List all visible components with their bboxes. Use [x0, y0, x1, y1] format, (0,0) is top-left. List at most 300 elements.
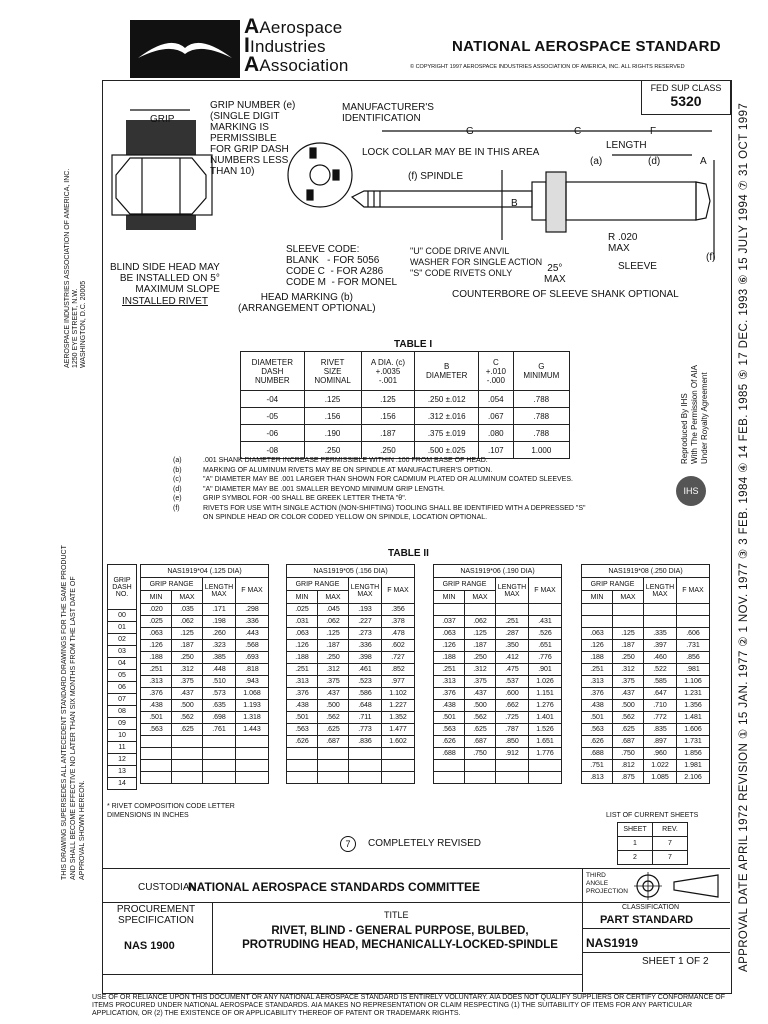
grip-dash-header: GRIP DASH NO.	[108, 565, 137, 610]
table2-cell: .273	[349, 628, 382, 640]
table2-cell: .625	[172, 724, 203, 736]
table2-cell: .187	[613, 640, 644, 652]
table2-cell: .376	[434, 688, 465, 700]
table1-header: A DIA. (c) +.0035 -.001	[361, 352, 415, 391]
classification-label: CLASSIFICATION	[622, 904, 680, 911]
table2-cell: 1.401	[529, 712, 562, 724]
table2-row	[141, 628, 269, 640]
fed-sup-class: FED SUP CLASS 5320	[641, 80, 731, 115]
table2-cell: 1.776	[529, 748, 562, 760]
table2-cell: 1.022	[644, 760, 677, 772]
table2-row	[287, 652, 415, 664]
spindle-label: (f) SPINDLE	[408, 171, 464, 182]
table2-cell: .198	[203, 616, 236, 628]
table2-row	[434, 604, 562, 616]
table2-cell	[349, 772, 382, 784]
title-block	[102, 868, 730, 992]
dim-f-label: F	[650, 126, 657, 137]
table2-cell: .025	[287, 604, 318, 616]
table2-cell: .250	[172, 652, 203, 664]
table2-cell	[613, 616, 644, 628]
table2-cell: .126	[141, 640, 172, 652]
table2-row	[582, 712, 710, 724]
length-max-header: LENGTH MAX	[349, 578, 382, 604]
table2-cell: .193	[349, 604, 382, 616]
grip-dash-number: 13	[108, 766, 137, 778]
table2-cell: .251	[496, 616, 529, 628]
note-line: (f) RIVETS FOR USE WITH SINGLE ACTION (NON-SHIFTING) TOOLING SHALL BE IDENTIFIED WITH A DEPRESSED "S"	[173, 504, 586, 512]
table2-row	[287, 628, 415, 640]
table2-cell	[203, 760, 236, 772]
table2-cell: .526	[529, 628, 562, 640]
table2-cell	[582, 616, 613, 628]
table2-footnote: * RIVET COMPOSITION CODE LETTER DIMENSIONS IN INCHES	[107, 803, 235, 819]
table2-row	[582, 748, 710, 760]
table2-caption: TABLE II	[388, 548, 429, 559]
table2-row	[434, 640, 562, 652]
length-label: LENGTH	[606, 140, 647, 151]
table2-cell: .501	[582, 712, 613, 724]
table2-row	[434, 748, 562, 760]
ihs-reproduction-note: Reproduced By IHS With The Permission Of AIA Under Royalty Agreement	[680, 365, 709, 464]
table2-cell: .251	[582, 664, 613, 676]
table2-cell	[318, 748, 349, 760]
table2-cell: .960	[644, 748, 677, 760]
table2-cell	[172, 772, 203, 784]
table2-cell: .438	[434, 700, 465, 712]
table2-cell: .397	[644, 640, 677, 652]
part-number: NAS1919	[586, 936, 639, 950]
table2-cell: .727	[382, 652, 415, 664]
table2-row	[434, 664, 562, 676]
table2-cell: .312	[465, 664, 496, 676]
table2-cell: .586	[349, 688, 382, 700]
table2-cell	[141, 736, 172, 748]
table2-cell: .901	[529, 664, 562, 676]
table2-cell: .500	[613, 700, 644, 712]
table2-cell	[382, 760, 415, 772]
sleeve-code-note: SLEEVE CODE: BLANK - FOR 5056 CODE C - FOR A286 CODE M - FOR MONEL	[286, 244, 398, 288]
table2-cell: .698	[203, 712, 236, 724]
table2-row	[141, 652, 269, 664]
table2-cell: .062	[318, 616, 349, 628]
table2-row	[434, 736, 562, 748]
table2-row	[287, 700, 415, 712]
table2-row	[141, 736, 269, 748]
table2-cell: .562	[465, 712, 496, 724]
table2-cell	[141, 748, 172, 760]
grip-dash-number: 06	[108, 682, 137, 694]
grip-dash-number: 03	[108, 646, 137, 658]
table2-row	[287, 640, 415, 652]
table2-cell: .063	[582, 628, 613, 640]
table2-cell: .037	[434, 616, 465, 628]
table2-cell: .625	[318, 724, 349, 736]
note-line: (a) .001 SHANK DIAMETER INCREASE PERMISSIBLE WITHIN .100 FROM BASE OF HEAD.	[173, 457, 488, 464]
table2-cell: .606	[677, 628, 710, 640]
table2-row	[582, 760, 710, 772]
procurement-value: NAS 1900	[124, 940, 175, 952]
grip-dash-number: 07	[108, 694, 137, 706]
table2-row	[582, 616, 710, 628]
table2-cell: .187	[172, 640, 203, 652]
table2-row	[582, 724, 710, 736]
table2-cell: .398	[349, 652, 382, 664]
table1-cell: .250	[304, 442, 361, 459]
table2-cell: .562	[613, 712, 644, 724]
grip-range-subheader: MAX	[318, 591, 349, 604]
table2-cell: .385	[203, 652, 236, 664]
table2-row	[141, 676, 269, 688]
table2-cell: .062	[172, 616, 203, 628]
table1-header: B DIAMETER	[415, 352, 479, 391]
table2-row	[434, 688, 562, 700]
dim-g-label: G	[466, 126, 474, 137]
table2-row	[434, 652, 562, 664]
table2-cell: .647	[644, 688, 677, 700]
table2-group	[286, 564, 415, 784]
table2-cell	[318, 760, 349, 772]
note-line: (e) GRIP SYMBOL FOR -00 SHALL BE GREEK LETTER THETA "θ".	[173, 495, 407, 502]
table2-cell: .062	[465, 616, 496, 628]
length-max-header: LENGTH MAX	[496, 578, 529, 604]
table2-cell	[318, 772, 349, 784]
table2-cell: .251	[141, 664, 172, 676]
grip-range-subheader: MIN	[287, 591, 318, 604]
table2-cell: .626	[287, 736, 318, 748]
manufacturer-id-label: MANUFACTURER'S IDENTIFICATION	[342, 102, 434, 124]
table2-cell: .063	[287, 628, 318, 640]
sheets-table	[617, 822, 688, 865]
f-max-header: F MAX	[677, 578, 710, 604]
table2-cell: .773	[349, 724, 382, 736]
table2-cell	[287, 760, 318, 772]
table2-cell: .813	[582, 772, 613, 784]
table2-cell: 1.227	[382, 700, 415, 712]
note-line: (d) "A" DIAMETER MAY BE .001 SMALLER BEYOND MINIMUM GRIP LENGTH.	[173, 485, 445, 493]
grip-range-header: GRIP RANGE	[582, 578, 644, 591]
table2-cell: .126	[582, 640, 613, 652]
table2-cell: .943	[236, 676, 269, 688]
table2-cell: .431	[529, 616, 562, 628]
grip-range-subheader: MAX	[613, 591, 644, 604]
table2-row	[287, 616, 415, 628]
grip-range-subheader: MIN	[434, 591, 465, 604]
table2-cell: .312	[318, 664, 349, 676]
table2-cell: .625	[613, 724, 644, 736]
table2-cell	[382, 748, 415, 760]
table2-cell: .375	[465, 676, 496, 688]
table2-row	[287, 772, 415, 784]
table2-cell	[677, 604, 710, 616]
note-line: ON SPINDLE HEAD OR COLOR CODED YELLOW ON SPINDLE, LOCATION OPTIONAL.	[203, 514, 488, 521]
table2-cell: .323	[203, 640, 236, 652]
table2-cell: .376	[141, 688, 172, 700]
table2-cell: .537	[496, 676, 529, 688]
table2-cell	[465, 604, 496, 616]
table2-cell: .250	[465, 652, 496, 664]
third-angle-projection-icon	[632, 872, 724, 900]
revision-history: APPROVAL DATE APRIL 1972 REVISION ① 15 JAN. 1977 ② 1 NOV. 1977 ③ 3 FEB. 1984 ④ 14 FEB. 1985 ⑤ 17 DEC. 1993 ⑥ 15 JULY 1994 ⑦ 31 OCT 1997	[738, 102, 750, 972]
angle-note: 25° MAX	[544, 263, 566, 285]
table1-row	[241, 408, 570, 425]
table2-cell	[434, 760, 465, 772]
table2-cell: .438	[141, 700, 172, 712]
table2-cell: .260	[203, 628, 236, 640]
table2-row	[287, 676, 415, 688]
table1-header: DIAMETER DASH NUMBER	[241, 352, 305, 391]
aia-logo	[130, 20, 240, 78]
table2-cell: .635	[203, 700, 236, 712]
table2-cell	[236, 760, 269, 772]
table2-cell: .313	[287, 676, 318, 688]
table2-cell	[236, 748, 269, 760]
table1-cell: .312 ±.016	[415, 408, 479, 425]
table2-cell	[172, 760, 203, 772]
grip-dash-number: 00	[108, 610, 137, 622]
table2-cell: .448	[203, 664, 236, 676]
table2-cell	[349, 748, 382, 760]
grip-range-header: GRIP RANGE	[141, 578, 203, 591]
grip-dash-number: 04	[108, 658, 137, 670]
document-title: NATIONAL AEROSPACE STANDARD	[452, 38, 721, 55]
table1-cell: .125	[361, 391, 415, 408]
table2-cell: .313	[434, 676, 465, 688]
dim-c-label: C	[574, 126, 582, 137]
table2-cell: .443	[236, 628, 269, 640]
grip-dash-number: 10	[108, 730, 137, 742]
grip-range-header: GRIP RANGE	[434, 578, 496, 591]
table2-row	[434, 628, 562, 640]
table2-cell: .510	[203, 676, 236, 688]
table2-cell: .313	[141, 676, 172, 688]
table2-cell: .648	[349, 700, 382, 712]
table2-cell	[382, 772, 415, 784]
table1-header: G MINIMUM	[513, 352, 569, 391]
table2-row	[141, 748, 269, 760]
supersedes-note: THIS DRAWING SUPERSEDES ALL ANTECEDENT STANDARD DRAWINGS FOR THE SAME PRODUCT AND SHALL BECOME EFFECTIVE NO LATER THAN SIX MONTHS FROM THE LAST DATE OF APPROVAL SHOWN HEREON.	[61, 545, 86, 880]
table2-row	[582, 676, 710, 688]
table1-cell: -05	[241, 408, 305, 425]
copyright-line: © COPYRIGHT 1997 AEROSPACE INDUSTRIES ASSOCIATION OF AMERICA, INC. ALL RIGHTS RESERVED	[410, 64, 685, 70]
length-max-header: LENGTH MAX	[203, 578, 236, 604]
table2-cell: .500	[172, 700, 203, 712]
table1-cell: .788	[513, 425, 569, 442]
table2-cell: .585	[644, 676, 677, 688]
table2-cell: 1.526	[529, 724, 562, 736]
note-line: (c) "A" DIAMETER MAY BE .001 LARGER THAN SHOWN FOR CADMIUM PLATED OR ALUMINUM COATED SLEEVES.	[173, 476, 573, 483]
table2-cell: .437	[172, 688, 203, 700]
table2-row	[434, 760, 562, 772]
table2-cell: .188	[434, 652, 465, 664]
table2-row	[434, 712, 562, 724]
f-max-header: F MAX	[382, 578, 415, 604]
table2-cell: .125	[172, 628, 203, 640]
aia-address: AEROSPACE INDUSTRIES ASSOCIATION OF AMERICA, INC. 1250 EYE STREET, N.W. WASHINGTON, D.C. 20005	[64, 168, 87, 368]
table2-cell: .850	[496, 736, 529, 748]
table2-cell: .287	[496, 628, 529, 640]
table2-cell: 1.102	[382, 688, 415, 700]
table2-row	[434, 616, 562, 628]
table1-cell: -06	[241, 425, 305, 442]
grip-number-note: GRIP NUMBER (e) (SINGLE DIGIT MARKING IS PERMISSIBLE FOR GRIP DASH NUMBERS LESS THAN 10)	[210, 100, 296, 177]
ihs-logo: IHS	[676, 476, 706, 506]
table2-cell: .897	[644, 736, 677, 748]
table2-cell: .693	[236, 652, 269, 664]
table1-cell: 1.000	[513, 442, 569, 459]
table2-cell: .187	[318, 640, 349, 652]
table1-cell: .190	[304, 425, 361, 442]
table2-cell: .020	[141, 604, 172, 616]
blind-side-note: BLIND SIDE HEAD MAY BE INSTALLED ON 5° MAXIMUM SLOPE	[110, 262, 220, 295]
table2-cell: .836	[349, 736, 382, 748]
table2-row	[287, 688, 415, 700]
table1-cell: .156	[361, 408, 415, 425]
head-marking-note: HEAD MARKING (b) (ARRANGEMENT OPTIONAL)	[238, 292, 376, 314]
table2-cell: 1.231	[677, 688, 710, 700]
table2-cell: .063	[141, 628, 172, 640]
table2-cell: .188	[287, 652, 318, 664]
table2-cell: .025	[141, 616, 172, 628]
table1-cell: .788	[513, 408, 569, 425]
table2-cell: 1.651	[529, 736, 562, 748]
footer-disclaimer: USE OF OR RELIANCE UPON THIS DOCUMENT OR ANY NATIONAL AEROSPACE STANDARD IS ENTIRELY VOLUNTARY. AIA DOES NOT QUALIFY SUPPLIERS OR CERTIFY CONFORMANCE OF ITEMS PROCURED UNDER NATIONAL AEROSPACE STANDARDS. AIA MAKES NO REPRESENTATION OR CLAIM RESPECTING (1) THE SUITABILITY OF ITEMS FOR ANY PARTICULAR APPLICATION, OR (2) THE EXISTENCE OF OR APPLICABILITY THEREOF OF PATENT OR TRADEMARK RIGHTS.	[92, 994, 725, 1017]
sheets-header: REV.	[653, 823, 688, 837]
table2-cell	[465, 760, 496, 772]
table2-cell: .912	[496, 748, 529, 760]
table2-row	[141, 760, 269, 772]
table2-cell: .563	[287, 724, 318, 736]
table2-cell: 1.276	[529, 700, 562, 712]
table1-cell: .080	[479, 425, 514, 442]
table2-cell: 1.026	[529, 676, 562, 688]
table2-cell: .478	[382, 628, 415, 640]
table2-cell: .562	[318, 712, 349, 724]
table2-row	[582, 664, 710, 676]
table2-cell	[287, 772, 318, 784]
table2-cell: .335	[644, 628, 677, 640]
table2-cell: 1.106	[677, 676, 710, 688]
table2-cell	[203, 736, 236, 748]
table2-cell: .063	[434, 628, 465, 640]
table2-cell: .312	[172, 664, 203, 676]
table2-row	[582, 652, 710, 664]
table2-cell: .461	[349, 664, 382, 676]
table1-row	[241, 425, 570, 442]
org-name: AAerospace IIndustries AAssociation	[244, 15, 349, 76]
table2-cell: 1.981	[677, 760, 710, 772]
table2-cell: 1.731	[677, 736, 710, 748]
lock-collar-label: LOCK COLLAR MAY BE IN THIS AREA	[362, 147, 540, 158]
table2-group-title: NAS1919*06 (.190 DIA)	[434, 565, 562, 578]
table2-cell	[582, 604, 613, 616]
table2-cell: .835	[644, 724, 677, 736]
table2-row	[141, 700, 269, 712]
table2-row	[287, 712, 415, 724]
procurement-label: PROCUREMENT SPECIFICATION	[116, 904, 196, 926]
table2-row	[582, 772, 710, 784]
table2-row	[582, 736, 710, 748]
table2-cell: .776	[529, 652, 562, 664]
table2-group-title: NAS1919*08 (.250 DIA)	[582, 565, 710, 578]
table2-cell: .710	[644, 700, 677, 712]
table2-row	[141, 604, 269, 616]
table2-row	[582, 700, 710, 712]
table2-row	[434, 700, 562, 712]
table2-cell: .376	[582, 688, 613, 700]
grip-dash-number: 09	[108, 718, 137, 730]
table2-cell: .600	[496, 688, 529, 700]
sheets-header: SHEET	[618, 823, 653, 837]
table2-cell: .188	[141, 652, 172, 664]
table2-cell: .856	[677, 652, 710, 664]
table2-cell: .250	[318, 652, 349, 664]
dim-b-label: B	[511, 198, 518, 209]
table2-cell: .750	[613, 748, 644, 760]
dim-a-label: A	[700, 156, 707, 167]
grip-range-subheader: MAX	[465, 591, 496, 604]
table2-cell: .437	[318, 688, 349, 700]
table2-cell: .761	[203, 724, 236, 736]
table2-cell: .626	[434, 736, 465, 748]
table2-cell: .035	[172, 604, 203, 616]
u-code-note: "U" CODE DRIVE ANVIL WASHER FOR SINGLE ACTION "S" CODE RIVETS ONLY	[410, 246, 543, 278]
table2-cell: .460	[644, 652, 677, 664]
table2-cell: .977	[382, 676, 415, 688]
table2-cell: .125	[318, 628, 349, 640]
table2-cell: .651	[529, 640, 562, 652]
table2-cell: .563	[582, 724, 613, 736]
table1-cell: .375 ±.019	[415, 425, 479, 442]
table1-row	[241, 391, 570, 408]
table2-cell: .875	[613, 772, 644, 784]
note-d-label: (d)	[648, 156, 661, 167]
table2-row	[141, 664, 269, 676]
sheet-number: 1	[618, 837, 653, 851]
table2-cell: .812	[613, 760, 644, 772]
table2-row	[287, 604, 415, 616]
table1-cell: .250	[361, 442, 415, 459]
table2-cell: .818	[236, 664, 269, 676]
grip-dash-number: 12	[108, 754, 137, 766]
classification-value: PART STANDARD	[600, 914, 694, 926]
table2-cell	[203, 748, 236, 760]
table2-cell: .602	[382, 640, 415, 652]
table2-cell	[529, 772, 562, 784]
table2-row	[287, 748, 415, 760]
table2-cell: .852	[382, 664, 415, 676]
table2-row	[141, 616, 269, 628]
table2-row	[434, 724, 562, 736]
table2-cell	[141, 772, 172, 784]
table2-cell: .412	[496, 652, 529, 664]
table2-cell: .045	[318, 604, 349, 616]
table1-cell: -04	[241, 391, 305, 408]
table2-cell: .787	[496, 724, 529, 736]
table2-cell: .438	[582, 700, 613, 712]
table1-cell: .500 ±.025	[415, 442, 479, 459]
table2-group-title: NAS1919*05 (.156 DIA)	[287, 565, 415, 578]
table2-cell: .687	[318, 736, 349, 748]
table2-cell: .772	[644, 712, 677, 724]
custodian-value: NATIONAL AEROSPACE STANDARDS COMMITTEE	[188, 880, 481, 894]
table2-cell: .375	[172, 676, 203, 688]
table1-cell: .107	[479, 442, 514, 459]
table2-cell: .687	[465, 736, 496, 748]
table2-cell: .171	[203, 604, 236, 616]
table2-cell: .336	[236, 616, 269, 628]
table2-cell: .711	[349, 712, 382, 724]
